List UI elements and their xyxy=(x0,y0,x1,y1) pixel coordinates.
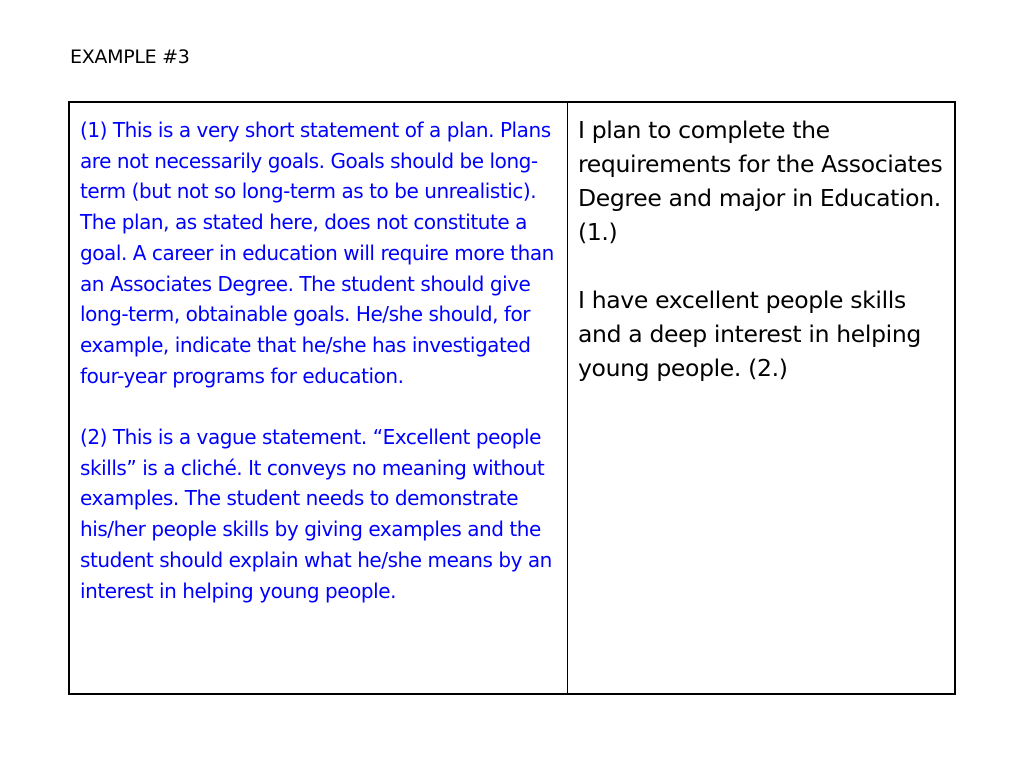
feedback-paragraph-2: (2) This is a vague statement. “Excellent people skills” is a cliché. It conveys no meaning without examples. The student needs to demonstrate his/her people skills by giving examples and the student should explain what he/she means by an interest in helping young people. xyxy=(80,425,552,603)
feedback-column xyxy=(70,103,568,693)
comparison-table xyxy=(68,101,956,695)
slide-title: EXAMPLE #3 xyxy=(70,46,190,68)
student-statement-column xyxy=(568,103,954,693)
statement-paragraph-2: I have excellent people skills and a deep interest in helping young people. (2.) xyxy=(578,286,921,382)
statement-paragraph-1: I plan to complete the requirements for the Associates Degree and major in Education. (1.) xyxy=(578,116,943,246)
feedback-paragraph-1: (1) This is a very short statement of a plan. Plans are not necessarily goals. Goals should be long-term (but not so long-term as to be unrealistic). The plan, as stated here, does not constitute a goal. A career in education will require more than an Associates Degree. The student should give long-term, obtainable goals. He/she should, for example, indicate that he/she has investigated four-year programs for education. xyxy=(80,118,554,388)
